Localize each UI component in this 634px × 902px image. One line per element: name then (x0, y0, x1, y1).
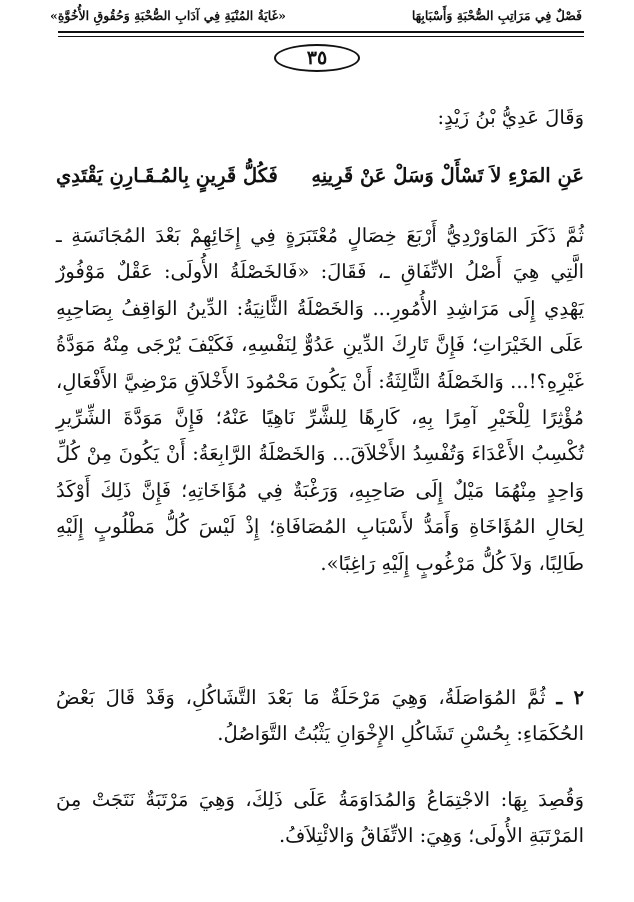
paragraph-2 (56, 680, 584, 753)
running-header-book-title: «غَايَةُ المُنْيَةِ فِي آدَابِ الصُّحْبَةِ وَحُقُوقِ الأُخُوَّةِ» (50, 8, 286, 23)
running-header-chapter-title: فَصْلٌ فِي مَرَاتِبِ الصُّحْبَةِ وَأَسْبَابِهَا (411, 8, 582, 23)
paragraph-3: وَقُصِدَ بِهَا: الاجْتِمَاعُ وَالمُدَاوَمَةُ عَلَى ذَلِكَ، وَهِيَ مَرْتَبَةٌ نَتَجَتْ مِنَ المَرْتَبَةِ الأُولَى؛ وَهِيَ: الاتِّفَاقُ وَالائْتِلاَفُ. (56, 788, 584, 848)
paragraph-1: ثُمَّ ذَكَرَ المَاوَرْدِيُّ أَرْبَعَ خِصَالٍ مُعْتَبَرَةٍ فِي إِخَائِهِمْ بَعْدَ المُجَانَسَةِ ـ الَّتِي هِيَ أَصْلُ الاتِّفَاقِ ـ، فَقَالَ: «فَالخَصْلَةُ الأُولَى: عَقْلٌ مَوْفُورٌ يَهْدِي إِلَى مَرَاشِدِ الأُمُورِ... وَالخَصْلَةُ الثَّانِيَةُ: الدِّينُ الوَاقِفُ بِصَاحِبِهِ عَلَى الخَيْرَاتِ؛ فَإِنَّ تَارِكَ الدِّينِ عَدُوٌّ لِنَفْسِهِ، فَكَيْفَ يُرْجَى مِنْهُ مَوَدَّةُ غَيْرِهِ؟!... وَالخَصْلَةُ الثَّالِثَةُ: أَنْ يَكُونَ مَحْمُودَ الأَخْلاَقِ مَرْضِيَّ الأَفْعَالِ، مُؤْثِرًا لِلْخَيْرِ آمِرًا بِهِ، كَارِهًا لِلشَّرِّ نَاهِيًا عَنْهُ؛ فَإِنَّ مَوَدَّةَ الشِّرِّيرِ تُكْسِبُ الأَعْدَاءَ وَتُفْسِدُ الأَخْلاَقَ... وَالخَصْلَةُ الرَّابِعَةُ: أَنْ يَكُونَ مِنْ كُلِّ وَاحِدٍ مِنْهُمَا مَيْلٌ إِلَى صَاحِبِهِ، وَرَغْبَةٌ فِي مُؤَاخَاتِهِ؛ فَإِنَّ ذَلِكَ أَوْكَدُ لِحَالِ المُؤَاخَاةِ وَأَمَدُّ لأَسْبَابِ المُصَافَاةِ؛ إِذْ لَيْسَ كُلُّ مَطْلُوبٍ إِلَيْهِ طَالِبًا، وَلاَ كُلُّ مَرْغُوبٍ إِلَيْهِ رَاغِبًا». (56, 224, 584, 575)
verse-hemistich-2: فَكُلُّ قَرِينٍ بِالمُـقَـارِنِ يَقْتَدِي (56, 164, 278, 187)
page-number: ٣٥ (274, 44, 360, 72)
header-rule (58, 31, 584, 33)
header-rule-thin (58, 36, 584, 37)
list-number: ٢ ـ (556, 686, 584, 709)
intro-line: وَقَالَ عَدِيُّ بْنُ زَيْدٍ: (437, 106, 584, 129)
paragraph-2-text: ثُمَّ المُوَاصَلَةُ، وَهِيَ مَرْحَلَةٌ مَا بَعْدَ التَّشَاكُلِ، وَقَدْ قَالَ بَعْضُ الحُكَمَاءِ: بِحُسْنِ تَشَاكُلِ الإِخْوَانِ يَثْبُتُ التَّوَاصُلُ. (56, 686, 584, 746)
verse-hemistich-1: عَنِ المَرْءِ لاَ تَسْأَلْ وَسَلْ عَنْ قَرِينِهِ (311, 164, 584, 187)
